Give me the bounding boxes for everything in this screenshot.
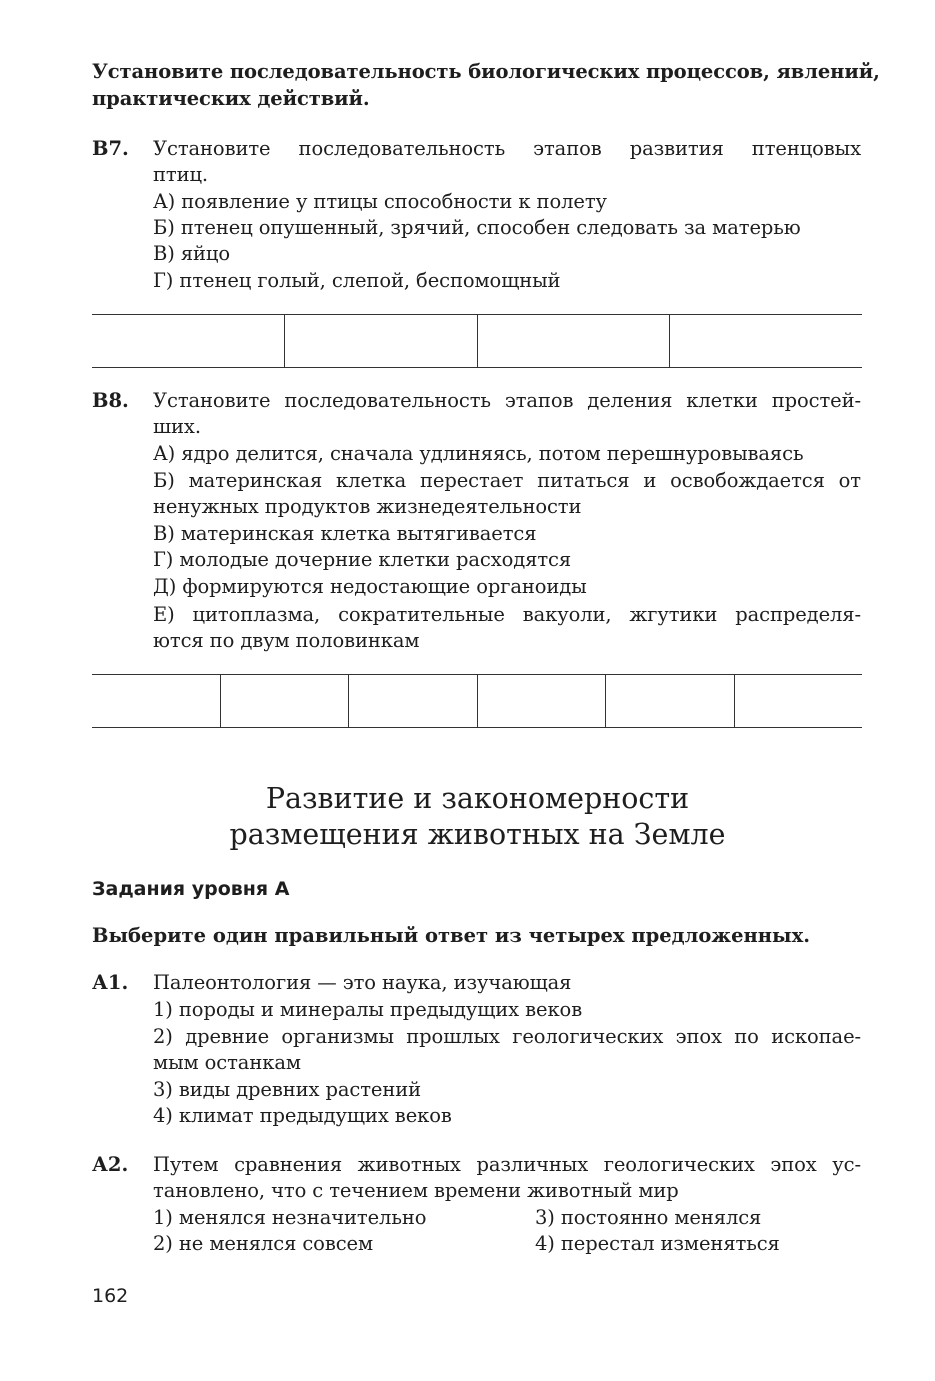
b8-answer-grid bbox=[92, 674, 862, 728]
b7-question-line1 bbox=[153, 137, 861, 160]
a2-question-text: Путем сравнения животных различных геологических эпох ус- bbox=[153, 1153, 861, 1176]
b8-answer-cell-3[interactable] bbox=[348, 675, 477, 727]
b8-answer-cell-4[interactable] bbox=[477, 675, 606, 727]
a1-option-3: 3) виды древних растений bbox=[153, 1078, 422, 1101]
a2-option-3: 3) постоянно менялся bbox=[535, 1206, 762, 1229]
b7-question-line2: птиц. bbox=[153, 163, 209, 186]
b8-option-f bbox=[153, 603, 861, 626]
b7-answer-cell-2[interactable] bbox=[284, 315, 477, 367]
a1-option-4: 4) климат предыдущих веков bbox=[153, 1104, 452, 1127]
b7-answer-cell-1[interactable] bbox=[92, 315, 284, 367]
a2-question-line2: тановлено, что с течением времени животный мир bbox=[153, 1179, 679, 1202]
b8-answer-cell-6[interactable] bbox=[734, 675, 863, 727]
b7-question-text: Установите последовательность этапов развития птенцовых bbox=[153, 137, 861, 160]
b8-question-text: Установите последовательность этапов деления клетки простей- bbox=[153, 389, 861, 412]
a1-option-2 bbox=[153, 1025, 861, 1048]
b7-option-d: Г) птенец голый, слепой, беспомощный bbox=[153, 269, 561, 292]
b7-answer-cell-3[interactable] bbox=[477, 315, 670, 367]
b7-option-a: А) появление у птицы способности к полету bbox=[153, 190, 607, 213]
question-number-b7: В7. bbox=[92, 137, 129, 160]
b8-option-b-cont: ненужных продуктов жизнедеятельности bbox=[153, 495, 582, 518]
b8-answer-cell-1[interactable] bbox=[92, 675, 220, 727]
b8-option-b-text: Б) материнская клетка перестает питаться и освобождается от bbox=[153, 469, 861, 492]
b8-option-e: Д) формируются недостающие органоиды bbox=[153, 575, 587, 598]
b8-question-line2: ших. bbox=[153, 415, 201, 438]
question-number-b8: В8. bbox=[92, 389, 129, 412]
b8-option-f-cont: ются по двум половинкам bbox=[153, 629, 420, 652]
a2-option-2: 2) не менялся совсем bbox=[153, 1232, 374, 1255]
question-number-a1: А1. bbox=[92, 971, 129, 994]
b8-option-f-text: Е) цитоплазма, сократительные вакуоли, жгутики распределя- bbox=[153, 603, 861, 626]
b7-answer-grid bbox=[92, 314, 862, 368]
level-heading: Задания уровня А bbox=[92, 878, 290, 900]
b8-option-b bbox=[153, 469, 861, 492]
a1-option-2-text: 2) древние организмы прошлых геологических эпох по ископае- bbox=[153, 1025, 861, 1048]
b7-option-c: В) яйцо bbox=[153, 242, 231, 265]
b8-question-line1 bbox=[153, 389, 861, 412]
a1-option-2-cont: мым останкам bbox=[153, 1051, 301, 1074]
section-title-line2: размещения животных на Земле bbox=[229, 818, 726, 851]
a1-question: Палеонтология — это наука, изучающая bbox=[153, 971, 572, 994]
section-instruction: Выберите один правильный ответ из четырех предложенных. bbox=[92, 924, 811, 947]
b8-option-c: В) материнская клетка вытягивается bbox=[153, 522, 537, 545]
intro-instruction-line1: Установите последовательность биологических процессов, явлений, bbox=[92, 60, 880, 83]
b7-answer-cell-4[interactable] bbox=[669, 315, 862, 367]
b8-answer-cell-2[interactable] bbox=[220, 675, 349, 727]
intro-instruction-line2: практических действий. bbox=[92, 87, 370, 110]
a2-question-line1 bbox=[153, 1153, 861, 1176]
b8-answer-cell-5[interactable] bbox=[605, 675, 734, 727]
b8-option-d: Г) молодые дочерние клетки расходятся bbox=[153, 548, 572, 571]
page-number: 162 bbox=[92, 1285, 129, 1307]
a2-option-4: 4) перестал изменяться bbox=[535, 1232, 780, 1255]
b7-option-b: Б) птенец опушенный, зрячий, способен следовать за матерью bbox=[153, 216, 801, 239]
question-number-a2: А2. bbox=[92, 1153, 129, 1176]
section-title-line1: Развитие и закономерности bbox=[265, 782, 690, 815]
a1-option-1: 1) породы и минералы предыдущих веков bbox=[153, 998, 583, 1021]
b8-option-a: А) ядро делится, сначала удлиняясь, потом перешнуровываясь bbox=[153, 442, 804, 465]
a2-option-1: 1) менялся незначительно bbox=[153, 1206, 427, 1229]
